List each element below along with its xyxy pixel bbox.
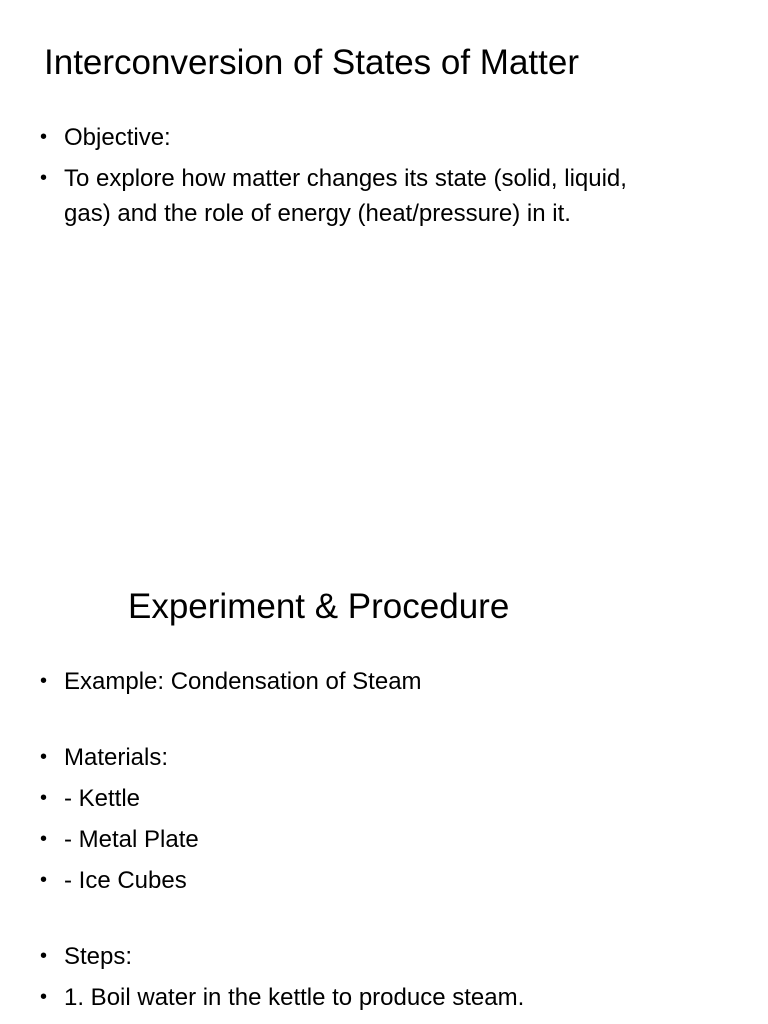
bullet-item (40, 664, 630, 699)
bullet-text: Example: Condensation of Steam (64, 668, 422, 695)
slide-experiment (0, 545, 768, 1024)
bullet-icon: • (40, 828, 48, 850)
bullet-icon: • (40, 167, 48, 189)
bullet-icon: • (40, 945, 48, 967)
bullet-text: - Metal Plate (64, 826, 199, 853)
bullet-icon: • (40, 869, 48, 891)
bullet-text: Materials: (64, 744, 169, 771)
bullet-text: Steps: (64, 943, 133, 970)
bullet-item (40, 980, 630, 1015)
bullet-item (40, 120, 630, 155)
bullet-icon: • (40, 126, 48, 148)
bullet-item (40, 939, 630, 974)
bullet-icon: • (40, 986, 48, 1008)
bullet-list (40, 120, 630, 237)
bullet-text: To explore how matter changes its state (solid, liquid, gas) and the role of energy (heat/pressure) in it. (64, 165, 627, 227)
bullet-text: 1. Boil water in the kettle to produce steam. (64, 984, 525, 1011)
slide-title: Interconversion of States of Matter (44, 43, 579, 82)
bullet-text: Objective: (64, 124, 171, 151)
bullet-icon: • (40, 670, 48, 692)
bullet-item (40, 740, 630, 775)
bullet-icon: • (40, 787, 48, 809)
bullet-list (40, 664, 630, 1021)
bullet-text: - Ice Cubes (64, 867, 187, 894)
bullet-item (40, 161, 630, 231)
bullet-item (40, 822, 630, 857)
bullet-icon: • (40, 746, 48, 768)
bullet-text: - Kettle (64, 785, 141, 812)
bullet-item (40, 781, 630, 816)
bullet-item (40, 863, 630, 898)
slide-title: Experiment & Procedure (128, 587, 510, 626)
